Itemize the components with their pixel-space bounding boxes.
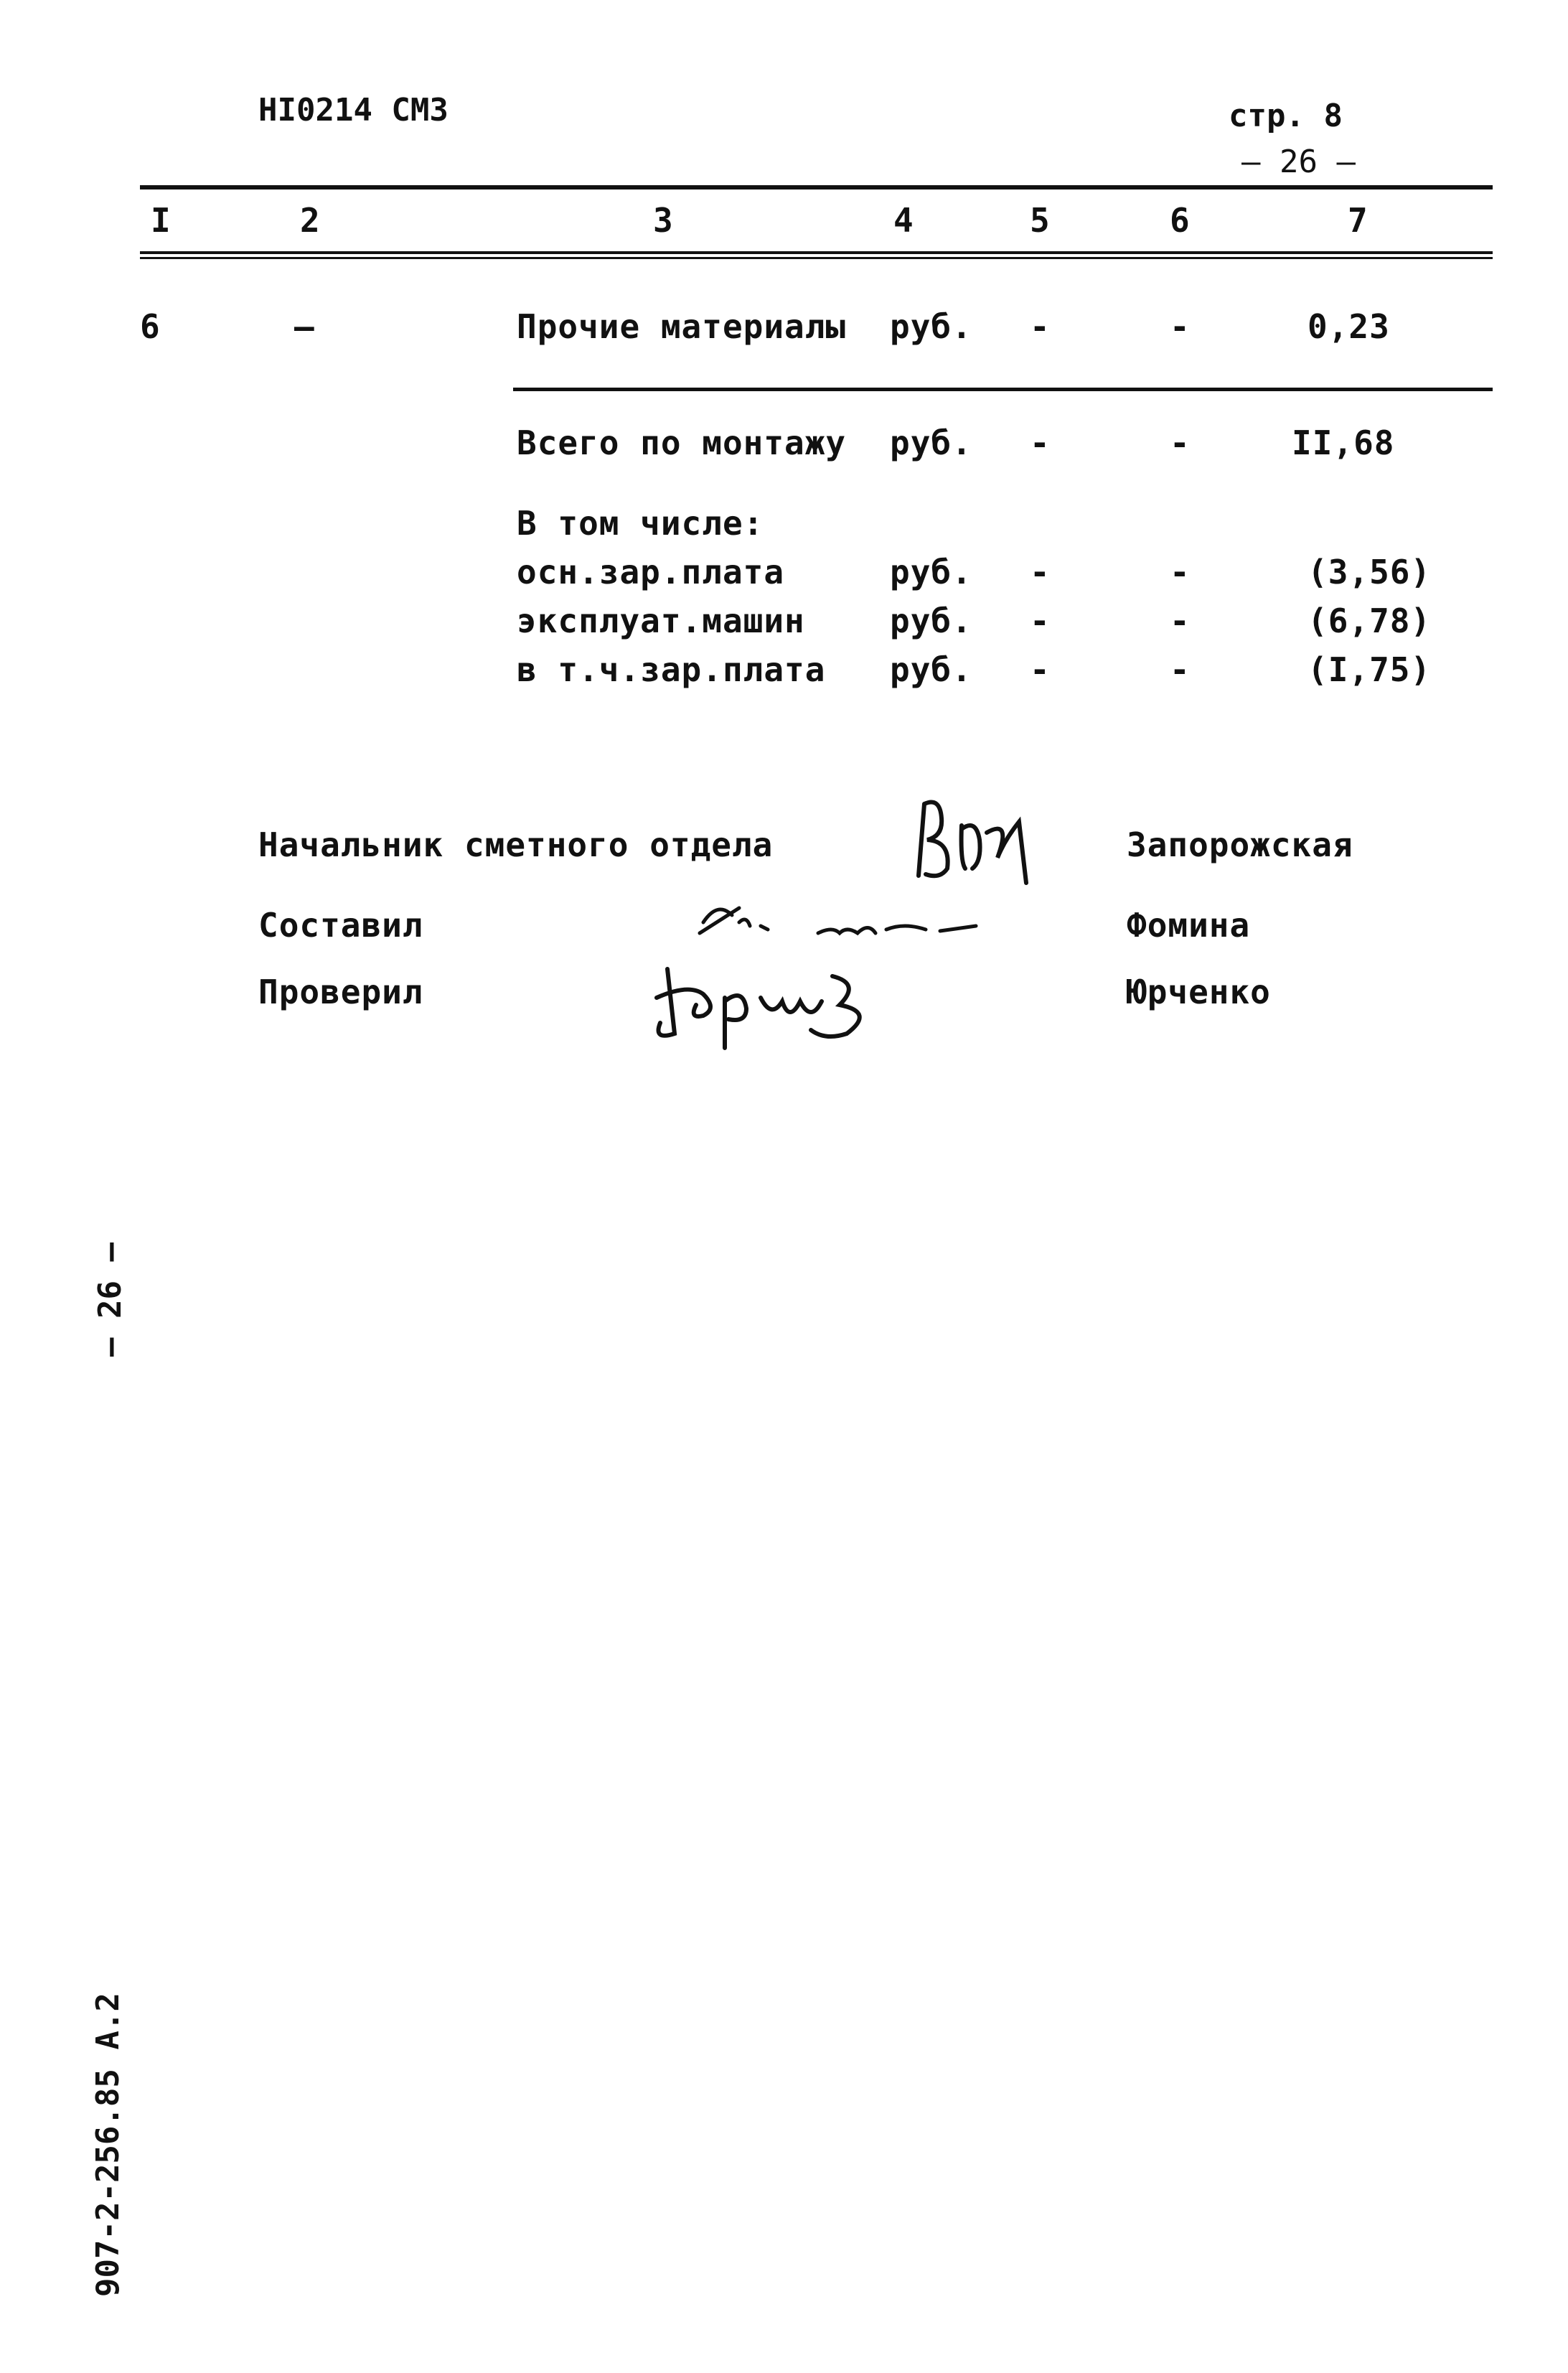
row-number: 6 xyxy=(140,307,161,346)
handwritten-signature xyxy=(911,790,1048,890)
sub-row-col5: - xyxy=(1030,553,1051,591)
row-col5: - xyxy=(1030,307,1051,346)
page-number: — 26 — xyxy=(1241,144,1356,180)
handwritten-signature xyxy=(646,955,890,1055)
row-code: — xyxy=(294,307,315,346)
row-value: 0,23 xyxy=(1308,307,1390,346)
sub-row-value: (3,56) xyxy=(1308,553,1432,591)
row-unit: руб. xyxy=(890,307,972,346)
header-bottom-rule xyxy=(140,251,1493,254)
sub-row-unit: руб. xyxy=(890,553,972,591)
sub-row-name: эксплуат.машин xyxy=(517,602,805,640)
total-value: II,68 xyxy=(1292,423,1395,462)
sub-row-name: осн.зар.плата xyxy=(517,553,785,591)
signature-role: Проверил xyxy=(258,973,423,1011)
sub-row-name: в т.ч.зар.плата xyxy=(517,650,826,689)
margin-document-number: 907-2-256.85 А.2 xyxy=(90,1993,126,2297)
table-top-rule xyxy=(140,185,1493,189)
sub-row-col5: - xyxy=(1030,650,1051,689)
header-bottom-rule-2 xyxy=(140,257,1493,259)
sub-row-col5: - xyxy=(1030,602,1051,640)
sub-row-unit: руб. xyxy=(890,602,972,640)
total-unit: руб. xyxy=(890,423,972,462)
margin-page-number: — 26 — xyxy=(92,1242,128,1357)
row-name: Прочие материалы xyxy=(517,307,847,346)
sub-row-unit: руб. xyxy=(890,650,972,689)
column-header-3: 3 xyxy=(653,201,674,240)
document-code: НІ0214 СМЗ xyxy=(258,92,449,128)
row-col6: - xyxy=(1170,307,1191,346)
sub-row-col6: - xyxy=(1170,553,1191,591)
signature-name: Запорожская xyxy=(1127,825,1353,864)
handwritten-signature xyxy=(689,894,1005,951)
total-col5: - xyxy=(1030,423,1051,462)
column-header-6: 6 xyxy=(1170,201,1191,240)
sub-row-value: (I,75) xyxy=(1308,650,1432,689)
column-header-7: 7 xyxy=(1348,201,1369,240)
sub-row-value: (6,78) xyxy=(1308,602,1432,640)
total-col6: - xyxy=(1170,423,1191,462)
signature-role: Составил xyxy=(258,906,423,945)
total-separator-rule xyxy=(513,388,1493,391)
including-label: В том числе: xyxy=(517,504,764,543)
column-header-1: I xyxy=(151,201,172,240)
column-header-4: 4 xyxy=(893,201,914,240)
sub-row-col6: - xyxy=(1170,602,1191,640)
signature-name: Юрченко xyxy=(1127,973,1271,1011)
sub-row-col6: - xyxy=(1170,650,1191,689)
signature-role: Начальник сметного отдела xyxy=(258,825,774,864)
signature-name: Фомина xyxy=(1127,906,1251,945)
column-header-2: 2 xyxy=(300,201,321,240)
total-name: Всего по монтажу xyxy=(517,423,847,462)
page-label: стр. 8 xyxy=(1229,98,1343,134)
column-header-5: 5 xyxy=(1030,201,1051,240)
